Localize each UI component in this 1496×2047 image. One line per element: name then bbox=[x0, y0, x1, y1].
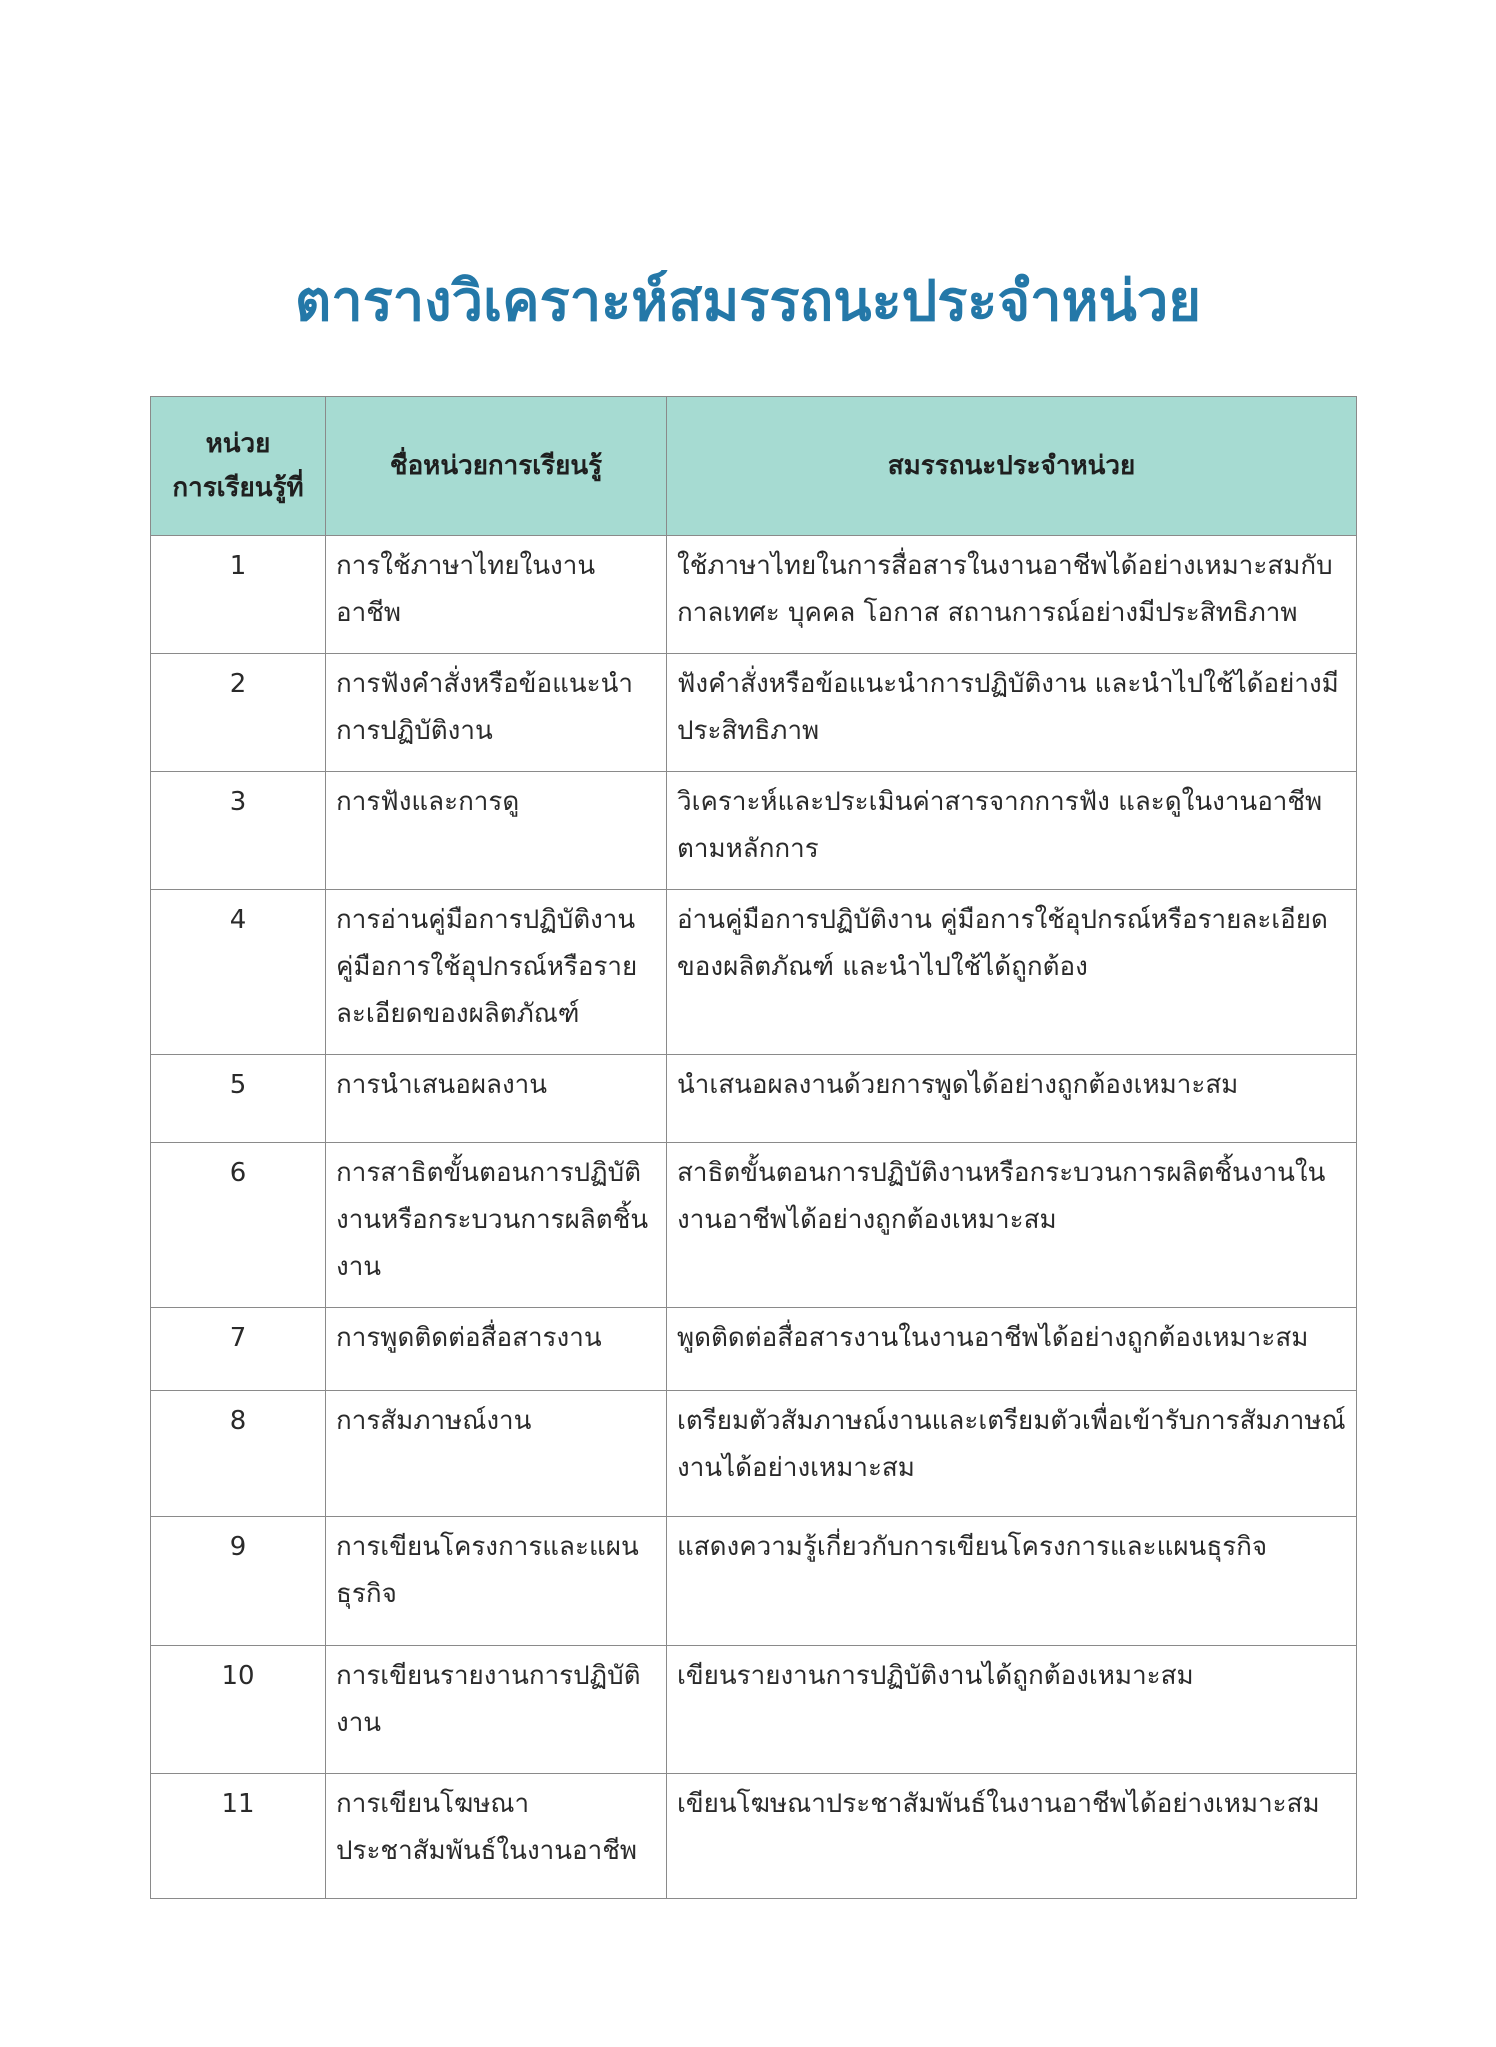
unit-name-cell: การใช้ภาษาไทยในงานอาชีพ bbox=[326, 536, 667, 654]
competency-cell: แสดงความรู้เกี่ยวกับการเขียนโครงการและแผนธุรกิจ bbox=[667, 1517, 1357, 1646]
competency-cell: อ่านคู่มือการปฏิบัติงาน คู่มือการใช้อุปกรณ์หรือรายละเอียดของผลิตภัณฑ์ และนำไปใช้ได้ถูกต้อง bbox=[667, 890, 1357, 1055]
competency-cell: นำเสนอผลงานด้วยการพูดได้อย่างถูกต้องเหมาะสม bbox=[667, 1055, 1357, 1143]
unit-number-cell: 2 bbox=[151, 654, 326, 772]
unit-number-cell: 6 bbox=[151, 1143, 326, 1308]
competency-cell: ฟังคำสั่งหรือข้อแนะนำการปฏิบัติงาน และนำไปใช้ได้อย่างมีประสิทธิภาพ bbox=[667, 654, 1357, 772]
unit-name-cell: การเขียนโฆษณาประชาสัมพันธ์ในงานอาชีพ bbox=[326, 1774, 667, 1899]
unit-name-cell: การสาธิตขั้นตอนการปฏิบัติงานหรือกระบวนการผลิตชิ้นงาน bbox=[326, 1143, 667, 1308]
table-row bbox=[151, 772, 1357, 890]
unit-number-cell: 1 bbox=[151, 536, 326, 654]
unit-number-cell: 7 bbox=[151, 1308, 326, 1391]
unit-name-cell: การสัมภาษณ์งาน bbox=[326, 1391, 667, 1517]
unit-name-cell: การอ่านคู่มือการปฏิบัติงาน คู่มือการใช้อุปกรณ์หรือรายละเอียดของผลิตภัณฑ์ bbox=[326, 890, 667, 1055]
competency-cell: พูดติดต่อสื่อสารงานในงานอาชีพได้อย่างถูกต้องเหมาะสม bbox=[667, 1308, 1357, 1391]
table-body bbox=[151, 536, 1357, 1899]
table-row bbox=[151, 536, 1357, 654]
table-row bbox=[151, 1055, 1357, 1143]
table-row bbox=[151, 1143, 1357, 1308]
table-row bbox=[151, 1308, 1357, 1391]
competency-analysis-table bbox=[150, 396, 1357, 1899]
unit-name-cell: การเขียนรายงานการปฏิบัติงาน bbox=[326, 1646, 667, 1774]
unit-name-cell: การเขียนโครงการและแผนธุรกิจ bbox=[326, 1517, 667, 1646]
competency-cell: สาธิตขั้นตอนการปฏิบัติงานหรือกระบวนการผลิตชิ้นงานในงานอาชีพได้อย่างถูกต้องเหมาะสม bbox=[667, 1143, 1357, 1308]
unit-name-cell: การฟังและการดู bbox=[326, 772, 667, 890]
header-unit-number-line1: หน่วย bbox=[205, 429, 271, 459]
unit-name-cell: การพูดติดต่อสื่อสารงาน bbox=[326, 1308, 667, 1391]
competency-cell: เตรียมตัวสัมภาษณ์งานและเตรียมตัวเพื่อเข้ารับการสัมภาษณ์งานได้อย่างเหมาะสม bbox=[667, 1391, 1357, 1517]
table-row bbox=[151, 1646, 1357, 1774]
page-title: ตารางวิเคราะห์สมรรถนะประจำหน่วย bbox=[294, 269, 1202, 334]
unit-name-cell: การนำเสนอผลงาน bbox=[326, 1055, 667, 1143]
unit-number-cell: 9 bbox=[151, 1517, 326, 1646]
unit-number-cell: 11 bbox=[151, 1774, 326, 1899]
header-unit-number-line2: การเรียนรู้ที่ bbox=[172, 473, 304, 503]
table-row bbox=[151, 1517, 1357, 1646]
competency-cell: เขียนโฆษณาประชาสัมพันธ์ในงานอาชีพได้อย่างเหมาะสม bbox=[667, 1774, 1357, 1899]
header-unit-number bbox=[151, 397, 326, 536]
unit-number-cell: 4 bbox=[151, 890, 326, 1055]
table-row bbox=[151, 890, 1357, 1055]
competency-cell: ใช้ภาษาไทยในการสื่อสารในงานอาชีพได้อย่างเหมาะสมกับกาลเทศะ บุคคล โอกาส สถานการณ์อย่างมีประสิทธิภาพ bbox=[667, 536, 1357, 654]
unit-number-cell: 8 bbox=[151, 1391, 326, 1517]
competency-cell: วิเคราะห์และประเมินค่าสารจากการฟัง และดูในงานอาชีพตามหลักการ bbox=[667, 772, 1357, 890]
table-row bbox=[151, 1774, 1357, 1899]
table-row bbox=[151, 654, 1357, 772]
unit-number-cell: 10 bbox=[151, 1646, 326, 1774]
unit-number-cell: 3 bbox=[151, 772, 326, 890]
header-unit-name: ชื่อหน่วยการเรียนรู้ bbox=[326, 397, 667, 536]
unit-number-cell: 5 bbox=[151, 1055, 326, 1143]
unit-name-cell: การฟังคำสั่งหรือข้อแนะนำการปฏิบัติงาน bbox=[326, 654, 667, 772]
competency-cell: เขียนรายงานการปฏิบัติงานได้ถูกต้องเหมาะสม bbox=[667, 1646, 1357, 1774]
table-row bbox=[151, 1391, 1357, 1517]
table-header bbox=[151, 397, 1357, 536]
header-competency: สมรรถนะประจำหน่วย bbox=[667, 397, 1357, 536]
table-header-row bbox=[151, 397, 1357, 536]
